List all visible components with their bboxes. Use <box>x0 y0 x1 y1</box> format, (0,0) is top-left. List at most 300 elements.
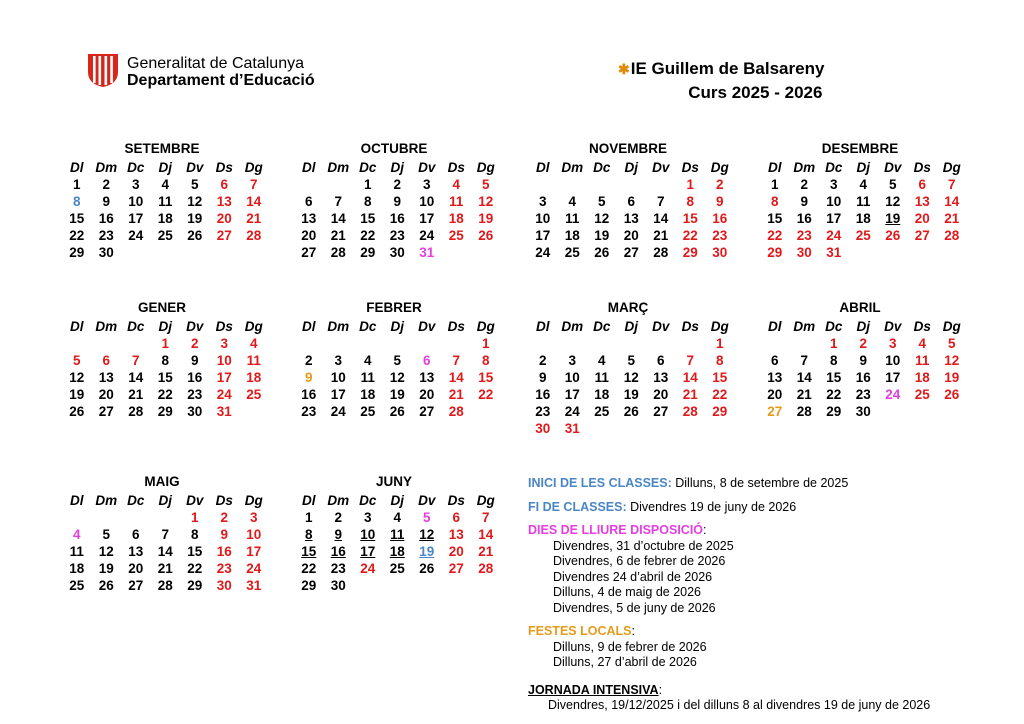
day-cell: 14 <box>330 211 346 226</box>
empty-cell <box>151 509 181 526</box>
day-cell: 24 <box>360 561 376 576</box>
day-cell: 28 <box>157 578 173 593</box>
day-cell: 14 <box>944 194 960 209</box>
legend-festes <box>528 624 930 671</box>
weekday-label: Ds <box>447 319 465 334</box>
day-cell: 30 <box>98 245 114 260</box>
weekday-label: Ds <box>447 160 465 175</box>
day-cell: 8 <box>686 194 694 209</box>
day-cell: 21 <box>330 228 346 243</box>
day-cell: 22 <box>69 228 85 243</box>
day-cell: 15 <box>301 544 317 559</box>
day-cell: 2 <box>715 177 724 192</box>
weekday-label: Dl <box>768 160 782 175</box>
day-cell: 11 <box>69 544 84 559</box>
week-row <box>294 369 494 386</box>
day-cell: 30 <box>389 245 405 260</box>
inici-value: Dilluns, 8 de setembre de 2025 <box>671 476 849 490</box>
day-cell: 2 <box>190 336 199 351</box>
day-cell: 19 <box>944 370 960 385</box>
gen-line-2: Departament d’Educació <box>127 72 315 89</box>
week-row <box>528 244 728 261</box>
day-cell: 26 <box>623 404 639 419</box>
day-cell: 25 <box>564 245 580 260</box>
day-cell: 7 <box>161 527 169 542</box>
empty-cell <box>760 335 790 352</box>
day-cell: 30 <box>216 578 232 593</box>
empty-cell <box>353 335 383 352</box>
day-cell: 11 <box>158 194 173 209</box>
legend-inici <box>528 476 930 492</box>
week-row <box>528 210 728 227</box>
day-cell: 25 <box>157 228 173 243</box>
weekday-header <box>760 160 960 176</box>
day-cell: 8 <box>161 353 169 368</box>
day-cell: 20 <box>98 387 114 402</box>
weekday-label: Dg <box>710 160 729 175</box>
day-cell: 16 <box>855 370 871 385</box>
day-cell: 22 <box>478 387 494 402</box>
day-cell: 1 <box>190 510 199 525</box>
day-cell: 4 <box>363 353 372 368</box>
lliure-item: Divendres 24 d’abril de 2026 <box>553 569 713 584</box>
day-cell: 8 <box>829 353 838 368</box>
week-row <box>294 335 494 352</box>
day-cell: 6 <box>656 353 665 368</box>
weekday-label: Ds <box>215 319 233 334</box>
day-cell: 13 <box>914 194 930 209</box>
day-cell: 13 <box>653 370 669 385</box>
day-cell: 14 <box>653 211 669 226</box>
month-juny <box>294 473 494 594</box>
day-cell: 13 <box>623 211 639 226</box>
day-cell: 6 <box>770 353 779 368</box>
day-cell: 20 <box>623 228 639 243</box>
empty-cell <box>790 335 820 352</box>
day-cell: 17 <box>360 544 376 559</box>
day-cell: 10 <box>419 194 435 209</box>
day-cell: 12 <box>98 544 114 559</box>
day-cell: 10 <box>564 370 580 385</box>
day-cell: 30 <box>187 404 203 419</box>
day-cell: 22 <box>826 387 842 402</box>
week-row <box>528 386 728 403</box>
weekday-label: Dj <box>624 319 638 334</box>
week-row <box>760 227 960 244</box>
day-cell: 3 <box>334 353 342 368</box>
empty-cell <box>442 335 472 352</box>
day-cell: 19 <box>69 387 85 402</box>
day-cell: 24 <box>216 387 232 402</box>
legend <box>528 476 930 714</box>
day-cell: 16 <box>712 211 728 226</box>
empty-cell <box>294 335 324 352</box>
day-cell: 23 <box>389 228 405 243</box>
empty-cell <box>528 335 558 352</box>
day-cell: 24 <box>564 404 580 419</box>
weekday-label: Dv <box>418 160 436 175</box>
day-cell: 3 <box>538 194 547 209</box>
weekday-label: Dv <box>652 319 670 334</box>
day-cell: 9 <box>102 194 110 209</box>
day-cell: 18 <box>246 370 262 385</box>
day-cell: 30 <box>796 245 812 260</box>
day-cell: 24 <box>885 387 901 402</box>
weekday-label: Ds <box>681 160 699 175</box>
day-cell: 4 <box>72 527 81 542</box>
day-cell: 25 <box>246 387 262 402</box>
weekday-label: Dl <box>302 160 316 175</box>
day-cell: 9 <box>304 370 313 385</box>
day-cell: 7 <box>249 177 258 192</box>
day-cell: 23 <box>187 387 203 402</box>
day-cell: 27 <box>301 245 317 260</box>
day-cell: 1 <box>161 336 169 351</box>
day-cell: 26 <box>69 404 85 419</box>
day-cell: 15 <box>682 211 698 226</box>
day-cell: 12 <box>944 353 960 368</box>
fi-value: Divendres 19 de juny de 2026 <box>626 499 797 514</box>
empty-cell <box>587 176 617 193</box>
empty-cell <box>324 176 354 193</box>
weekday-label: Dm <box>561 160 584 175</box>
weekday-label: Dl <box>70 319 84 334</box>
day-cell: 21 <box>157 561 173 576</box>
day-cell: 29 <box>187 578 203 593</box>
day-cell: 29 <box>767 245 783 260</box>
week-row <box>528 176 728 193</box>
weekday-label: Dc <box>593 319 611 334</box>
day-cell: 27 <box>767 404 783 419</box>
lliure-item: Divendres, 6 de febrer de 2026 <box>553 554 726 568</box>
day-cell: 13 <box>419 370 435 385</box>
weekday-label: Dc <box>127 319 145 334</box>
course-title: Curs 2025 - 2026 <box>688 83 823 102</box>
day-cell: 22 <box>682 228 698 243</box>
empty-cell <box>383 335 413 352</box>
day-cell: 9 <box>220 527 228 542</box>
day-cell: 10 <box>128 194 144 209</box>
day-cell: 26 <box>98 578 114 593</box>
generalitat-logo <box>86 52 120 88</box>
weekday-label: Dm <box>95 160 118 175</box>
lliure-item: Dilluns, 4 de maig de 2026 <box>553 585 702 599</box>
weekday-label: Dl <box>70 493 84 508</box>
day-cell: 1 <box>686 177 694 192</box>
week-row <box>294 386 494 403</box>
weekday-label: Dv <box>652 160 670 175</box>
day-cell: 18 <box>564 228 580 243</box>
day-cell: 14 <box>682 370 698 385</box>
day-cell: 16 <box>796 211 812 226</box>
day-cell: 22 <box>712 387 728 402</box>
day-cell: 16 <box>187 370 203 385</box>
day-cell: 18 <box>448 211 464 226</box>
weekday-label: Dg <box>244 493 263 508</box>
day-cell: 2 <box>220 510 228 525</box>
day-cell: 27 <box>128 578 144 593</box>
day-cell: 16 <box>98 211 114 226</box>
week-row <box>760 403 960 420</box>
week-row <box>62 369 262 386</box>
day-cell: 17 <box>826 211 842 226</box>
festes-item: Dilluns, 9 de febrer de 2026 <box>553 639 707 654</box>
day-cell: 15 <box>767 211 783 226</box>
month-title: NOVEMBRE <box>588 141 667 156</box>
day-cell: 6 <box>422 353 431 368</box>
day-cell: 24 <box>535 245 551 260</box>
day-cell: 7 <box>481 510 490 525</box>
day-cell: 21 <box>246 211 262 226</box>
day-cell: 14 <box>246 194 262 209</box>
day-cell: 13 <box>128 544 144 559</box>
day-cell: 18 <box>914 370 930 385</box>
generalitat-text <box>127 55 315 89</box>
fi-label: FI DE CLASSES: <box>528 499 627 514</box>
weekday-label: Dm <box>95 493 118 508</box>
day-cell: 19 <box>478 211 494 226</box>
day-cell: 1 <box>363 177 372 192</box>
day-cell: 4 <box>918 336 926 351</box>
day-cell: 23 <box>535 404 551 419</box>
weekday-label: Dj <box>390 493 404 508</box>
day-cell: 24 <box>128 228 144 243</box>
day-cell: 12 <box>623 370 639 385</box>
weekday-label: Dv <box>186 493 204 508</box>
weekday-label: Dm <box>793 319 816 334</box>
empty-cell <box>121 509 151 526</box>
weekday-label: Dg <box>476 493 495 508</box>
day-cell: 1 <box>770 177 779 192</box>
weekday-label: Dg <box>476 319 495 334</box>
school-star-icon: ✱ <box>618 61 630 77</box>
day-cell: 2 <box>334 510 342 525</box>
weekday-label: Dg <box>710 319 729 334</box>
month-title: SETEMBRE <box>124 141 200 156</box>
day-cell: 7 <box>131 353 140 368</box>
month-octubre <box>294 140 494 261</box>
day-cell: 21 <box>682 387 698 402</box>
day-cell: 6 <box>918 177 926 192</box>
day-cell: 7 <box>452 353 460 368</box>
day-cell: 12 <box>187 194 203 209</box>
day-cell: 18 <box>69 561 85 576</box>
day-cell: 17 <box>246 544 262 559</box>
month-title: MAIG <box>144 474 180 489</box>
weekday-header <box>62 160 262 176</box>
day-cell: 11 <box>449 194 464 209</box>
weekday-label: Dj <box>856 160 870 175</box>
weekday-label: Dc <box>593 160 611 175</box>
day-cell: 16 <box>216 544 232 559</box>
day-cell: 12 <box>419 527 435 542</box>
day-cell: 20 <box>301 228 317 243</box>
day-cell: 23 <box>712 228 728 243</box>
week-row <box>62 335 262 352</box>
day-cell: 15 <box>360 211 376 226</box>
day-cell: 3 <box>568 353 576 368</box>
day-cell: 29 <box>712 404 728 419</box>
day-cell: 23 <box>216 561 232 576</box>
day-cell: 10 <box>885 353 901 368</box>
weekday-label: Dv <box>186 160 204 175</box>
day-cell: 1 <box>715 336 724 351</box>
day-cell: 11 <box>565 211 580 226</box>
day-cell: 17 <box>535 228 551 243</box>
day-cell: 9 <box>190 353 199 368</box>
weekday-label: Dj <box>390 319 404 334</box>
week-row <box>62 244 262 261</box>
day-cell: 22 <box>767 228 783 243</box>
empty-cell <box>646 335 676 352</box>
weekday-label: Dm <box>95 319 118 334</box>
weekday-label: Dg <box>244 319 263 334</box>
week-row <box>528 335 728 352</box>
week-row <box>528 193 728 210</box>
day-cell: 15 <box>478 370 494 385</box>
empty-cell <box>62 509 92 526</box>
day-cell: 3 <box>220 336 228 351</box>
month-title: FEBRER <box>366 300 422 315</box>
day-cell: 8 <box>363 194 372 209</box>
week-row <box>294 543 494 560</box>
week-row <box>294 526 494 543</box>
day-cell: 25 <box>914 387 930 402</box>
day-cell: 18 <box>389 544 405 559</box>
week-row <box>62 509 262 526</box>
day-cell: 7 <box>800 353 808 368</box>
day-cell: 18 <box>594 387 610 402</box>
weekday-label: Dl <box>768 319 782 334</box>
day-cell: 7 <box>334 194 342 209</box>
day-cell: 27 <box>653 404 669 419</box>
day-cell: 23 <box>301 404 317 419</box>
empty-cell <box>92 509 122 526</box>
day-cell: 18 <box>855 211 871 226</box>
day-cell: 2 <box>304 353 313 368</box>
weekday-label: Dm <box>327 493 350 508</box>
day-cell: 11 <box>915 353 930 368</box>
school-name: IE Guillem de Balsareny <box>630 59 825 78</box>
day-cell: 6 <box>131 527 140 542</box>
day-cell: 12 <box>389 370 405 385</box>
weekday-label: Dv <box>186 319 204 334</box>
day-cell: 13 <box>301 211 317 226</box>
weekday-label: Dv <box>884 160 902 175</box>
weekday-label: Dm <box>327 319 350 334</box>
day-cell: 7 <box>686 353 694 368</box>
month-desembre <box>760 140 960 261</box>
week-row <box>62 193 262 210</box>
weekday-header <box>294 160 494 176</box>
weekday-label: Dv <box>418 319 436 334</box>
week-row <box>62 577 262 594</box>
day-cell: 6 <box>220 177 228 192</box>
day-cell: 3 <box>131 177 140 192</box>
week-row <box>760 335 960 352</box>
day-cell: 11 <box>390 527 405 542</box>
day-cell: 15 <box>826 370 842 385</box>
day-cell: 3 <box>888 336 897 351</box>
week-row <box>528 369 728 386</box>
lliure-label: DIES DE LLIURE DISPOSICIÓ <box>528 523 704 537</box>
weekday-label: Ds <box>215 493 233 508</box>
lliure-colon: : <box>703 523 707 537</box>
weekday-label: Dm <box>327 160 350 175</box>
day-cell: 23 <box>330 561 346 576</box>
weekday-label: Ds <box>913 319 931 334</box>
day-cell: 17 <box>564 387 580 402</box>
weekday-label: Ds <box>681 319 699 334</box>
weekday-header <box>760 319 960 335</box>
day-cell: 4 <box>452 177 460 192</box>
day-cell: 26 <box>389 404 405 419</box>
jornada-item: Divendres, 19/12/2025 i del dilluns 8 al divendres 19 de juny de 2026 <box>548 698 931 712</box>
day-cell: 15 <box>712 370 728 385</box>
day-cell: 5 <box>422 510 431 525</box>
week-row <box>62 403 262 420</box>
day-cell: 9 <box>715 194 724 209</box>
month-title: OCTUBRE <box>360 141 428 156</box>
day-cell: 11 <box>594 370 609 385</box>
empty-cell <box>62 335 92 352</box>
day-cell: 12 <box>885 194 901 209</box>
day-cell: 3 <box>422 177 431 192</box>
day-cell: 1 <box>481 336 490 351</box>
weekday-label: Dj <box>856 319 870 334</box>
day-cell: 7 <box>656 194 665 209</box>
week-row <box>760 176 960 193</box>
day-cell: 17 <box>330 387 346 402</box>
day-cell: 21 <box>944 211 960 226</box>
day-cell: 3 <box>363 510 372 525</box>
day-cell: 18 <box>360 387 376 402</box>
empty-cell <box>294 176 324 193</box>
day-cell: 7 <box>947 177 956 192</box>
day-cell: 23 <box>98 228 114 243</box>
week-row <box>294 193 494 210</box>
day-cell: 20 <box>914 211 930 226</box>
weekday-header <box>528 319 728 335</box>
day-cell: 15 <box>157 370 173 385</box>
day-cell: 4 <box>249 336 258 351</box>
weekday-label: Dj <box>390 160 404 175</box>
day-cell: 27 <box>623 245 639 260</box>
empty-cell <box>528 176 558 193</box>
day-cell: 30 <box>330 578 346 593</box>
day-cell: 28 <box>682 404 698 419</box>
day-cell: 29 <box>682 245 698 260</box>
week-row <box>760 244 960 261</box>
day-cell: 28 <box>128 404 144 419</box>
day-cell: 28 <box>246 228 262 243</box>
day-cell: 10 <box>535 211 551 226</box>
weekday-label: Dj <box>158 160 172 175</box>
day-cell: 26 <box>187 228 203 243</box>
day-cell: 27 <box>914 228 930 243</box>
day-cell: 26 <box>885 228 901 243</box>
month-title: DESEMBRE <box>821 141 899 156</box>
day-cell: 6 <box>304 194 313 209</box>
day-cell: 25 <box>448 228 464 243</box>
month-title: JUNY <box>375 474 412 489</box>
legend-fi <box>528 500 930 516</box>
weekday-header <box>528 160 728 176</box>
weekday-label: Dm <box>793 160 816 175</box>
week-row <box>760 210 960 227</box>
weekday-label: Dj <box>624 160 638 175</box>
day-cell: 24 <box>826 228 842 243</box>
